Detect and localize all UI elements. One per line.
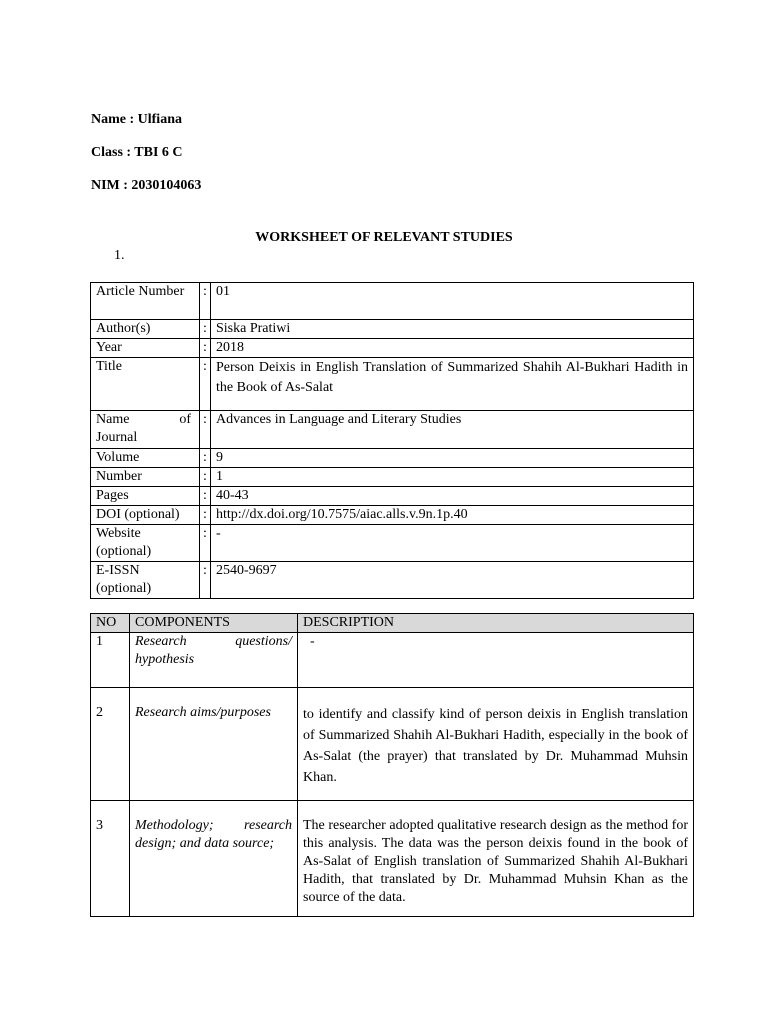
doi-link: http://dx.doi.org/10.7575/aiac.alls.v.9n.1p.40 [211, 506, 694, 525]
colon: : [200, 283, 211, 320]
row-label: Article Number [91, 283, 200, 320]
row-no: 3 [91, 801, 130, 917]
table-row [91, 449, 694, 468]
table-row [91, 506, 694, 525]
row-component: Research questions/ hypothesis [130, 633, 298, 688]
row-value: Advances in Language and Literary Studies [211, 411, 694, 449]
table-row [91, 688, 694, 801]
colon: : [200, 487, 211, 506]
row-label: Volume [91, 449, 200, 468]
student-nim: NIM : 2030104063 [91, 178, 202, 193]
colon: : [200, 411, 211, 449]
colon: : [200, 525, 211, 562]
component-line1: Research questions/ [135, 634, 292, 649]
row-no: 2 [91, 688, 130, 801]
colon: : [200, 562, 211, 599]
header-components: COMPONENTS [130, 614, 298, 633]
row-value: 1 [211, 468, 694, 487]
row-value: - [211, 525, 694, 562]
components-table [90, 613, 694, 917]
table-row [91, 468, 694, 487]
table-row [91, 801, 694, 917]
row-no: 1 [91, 633, 130, 688]
table-row [91, 283, 694, 320]
colon: : [200, 358, 211, 411]
row-value: 2018 [211, 339, 694, 358]
table-row [91, 339, 694, 358]
row-value: 2540-9697 [211, 562, 694, 599]
table-row [91, 633, 694, 688]
row-label: E-ISSN (optional) [91, 562, 200, 599]
article-info-table [90, 282, 694, 599]
row-value: Person Deixis in English Translation of Summarized Shahih Al-Bukhari Hadith in the Book of As-Salat [211, 358, 694, 411]
row-description: - [298, 633, 694, 688]
row-label: Pages [91, 487, 200, 506]
student-class: Class : TBI 6 C [91, 145, 183, 160]
student-name: Name : Ulfiana [91, 112, 182, 127]
row-label: Title [91, 358, 200, 411]
header-description: DESCRIPTION [298, 614, 694, 633]
journal-label-line1: Name of [96, 412, 191, 427]
colon: : [200, 449, 211, 468]
row-label: DOI (optional) [91, 506, 200, 525]
row-component: Research aims/purposes [130, 688, 298, 801]
item-number: 1. [114, 248, 125, 263]
row-value: Siska Pratiwi [211, 320, 694, 339]
row-value: 9 [211, 449, 694, 468]
colon: : [200, 320, 211, 339]
table-header-row [91, 614, 694, 633]
row-component: Methodology; research design; and data source; [130, 801, 298, 917]
table-row [91, 487, 694, 506]
row-label: Year [91, 339, 200, 358]
table-row [91, 562, 694, 599]
colon: : [200, 506, 211, 525]
colon: : [200, 468, 211, 487]
worksheet-title: WORKSHEET OF RELEVANT STUDIES [255, 230, 513, 245]
row-value: 40-43 [211, 487, 694, 506]
header-no: NO [91, 614, 130, 633]
row-label: Name of Journal [91, 411, 200, 449]
table-row [91, 320, 694, 339]
row-value: 01 [211, 283, 694, 320]
row-label: Website (optional) [91, 525, 200, 562]
table-row [91, 411, 694, 449]
row-description: to identify and classify kind of person deixis in English translation of Summarized Shahih Al-Bukhari Hadith, especially in the book of As-Salat (the prayer) that translated by Dr. Muhammad Muhsin Khan. [298, 688, 694, 801]
row-label: Number [91, 468, 200, 487]
table-row [91, 358, 694, 411]
colon: : [200, 339, 211, 358]
row-description: The researcher adopted qualitative research design as the method for this analysis. The data was the person deixis found in the book of As-Salat of English translation of Summarized Shahih Al-Bukhari Hadith, that translated by Dr. Muhammad Muhsin Khan as the source of the data. [298, 801, 694, 917]
row-label: Author(s) [91, 320, 200, 339]
table-row [91, 525, 694, 562]
